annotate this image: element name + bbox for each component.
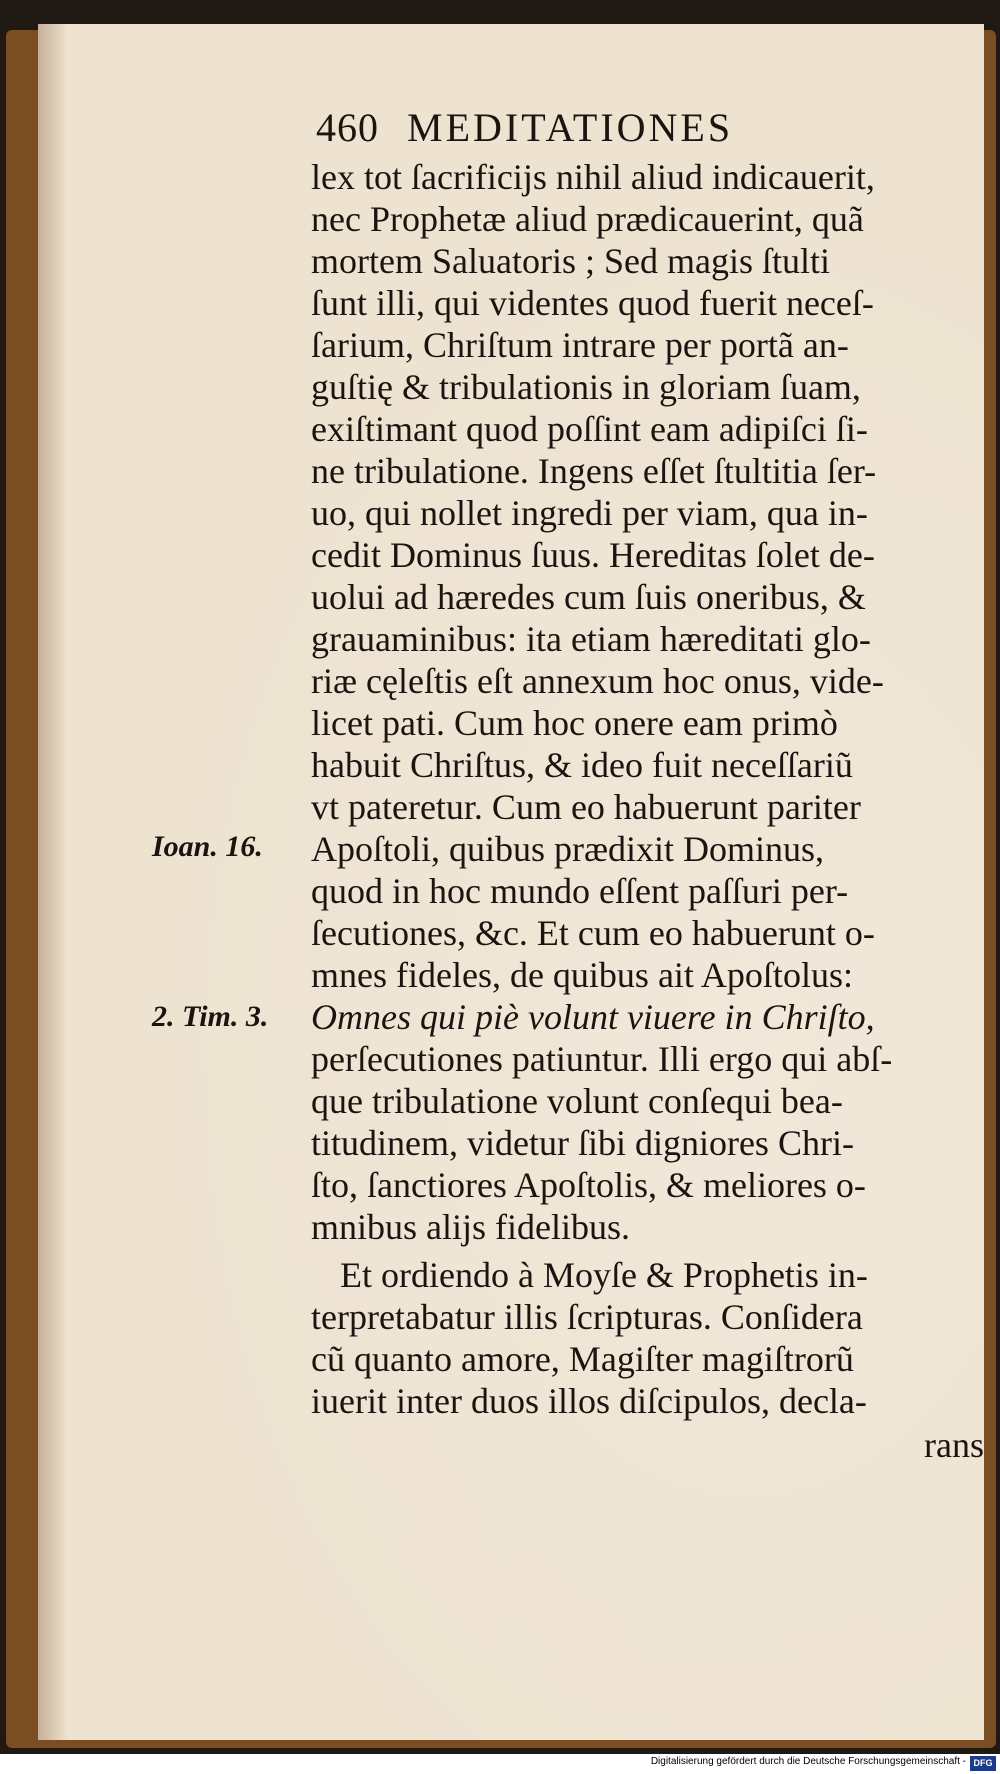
- text-line: riæ cęleſtis eſt annexum hoc onus, vide-: [311, 661, 884, 701]
- text-line: vt pateretur. Cum eo habuerunt pariter: [311, 787, 861, 827]
- dfg-logo: DFG: [970, 1756, 996, 1771]
- text-line: ſto, ſanctiores Apoſtolis, & meliores o-: [311, 1165, 866, 1205]
- text-line: ſecutiones, &c. Et cum eo habuerunt o-: [311, 913, 875, 953]
- text-line: que tribulatione volunt conſequi bea-: [311, 1081, 843, 1121]
- text-line: nec Prophetæ aliud prædicauerint, quã: [311, 199, 864, 239]
- text-line: lex tot ſacrificijs nihil aliud indicauerit,: [311, 157, 875, 197]
- text-line: Apoſtoli, quibus prædixit Dominus,: [311, 829, 825, 869]
- text-line: terpretabatur illis ſcripturas. Conſidera: [311, 1297, 863, 1337]
- text-line: titudinem, videtur ſibi digniores Chri-: [311, 1123, 854, 1163]
- catchword: rans: [924, 1425, 984, 1465]
- text-line: uolui ad hæredes cum ſuis oneribus, &: [311, 577, 866, 617]
- text-line: cedit Dominus ſuus. Hereditas ſolet de-: [311, 535, 875, 575]
- text-line: licet pati. Cum hoc onere eam primò: [311, 703, 838, 743]
- margin-note-ioan: Ioan. 16.: [152, 830, 263, 863]
- page-number: 460: [316, 105, 379, 150]
- text-line: exiſtimant quod poſſint eam adipiſci ſi-: [311, 409, 868, 449]
- text-line: mnes fideles, de quibus ait Apoſtolus:: [311, 955, 853, 995]
- text-line: uo, qui nollet ingredi per viam, qua in-: [311, 493, 868, 533]
- text-line: iuerit inter duos illos diſcipulos, decla-: [311, 1381, 867, 1421]
- text-line: ſunt illi, qui videntes quod fuerit neceſ-: [311, 283, 874, 323]
- digitization-footer: [0, 1754, 1000, 1774]
- italic-quote-line: Omnes qui piè volunt viuere in Chriſto,: [311, 997, 875, 1037]
- text-line: mortem Saluatoris ; Sed magis ſtulti: [311, 241, 830, 281]
- margin-note-tim: 2. Tim. 3.: [152, 1000, 269, 1033]
- footer-text: Digitalisierung gefördert durch die Deutsche Forschungsgemeinschaft -: [650, 1756, 966, 1767]
- text-line: mnibus alijs fidelibus.: [311, 1207, 630, 1247]
- text-line: habuit Chriſtus, & ideo fuit neceſſariũ: [311, 745, 853, 785]
- text-line: quod in hoc mundo eſſent paſſuri per-: [311, 871, 849, 911]
- text-line: ne tribulatione. Ingens eſſet ſtultitia ſer-: [311, 451, 877, 491]
- text-line: grauaminibus: ita etiam hæreditati glo-: [311, 619, 871, 659]
- running-head: MEDITATIONES: [407, 105, 734, 150]
- paragraph-start-line: Et ordiendo à Moyſe & Prophetis in-: [340, 1255, 868, 1295]
- text-line: guſtię & tribulationis in gloriam ſuam,: [311, 367, 861, 407]
- text-line: cũ quanto amore, Magiſter magiſtrorũ: [311, 1339, 854, 1379]
- text-line: perſecutiones patiuntur. Illi ergo qui abſ-: [311, 1039, 893, 1079]
- page-header: [316, 104, 733, 151]
- text-line: ſarium, Chriſtum intrare per portã an-: [311, 325, 849, 365]
